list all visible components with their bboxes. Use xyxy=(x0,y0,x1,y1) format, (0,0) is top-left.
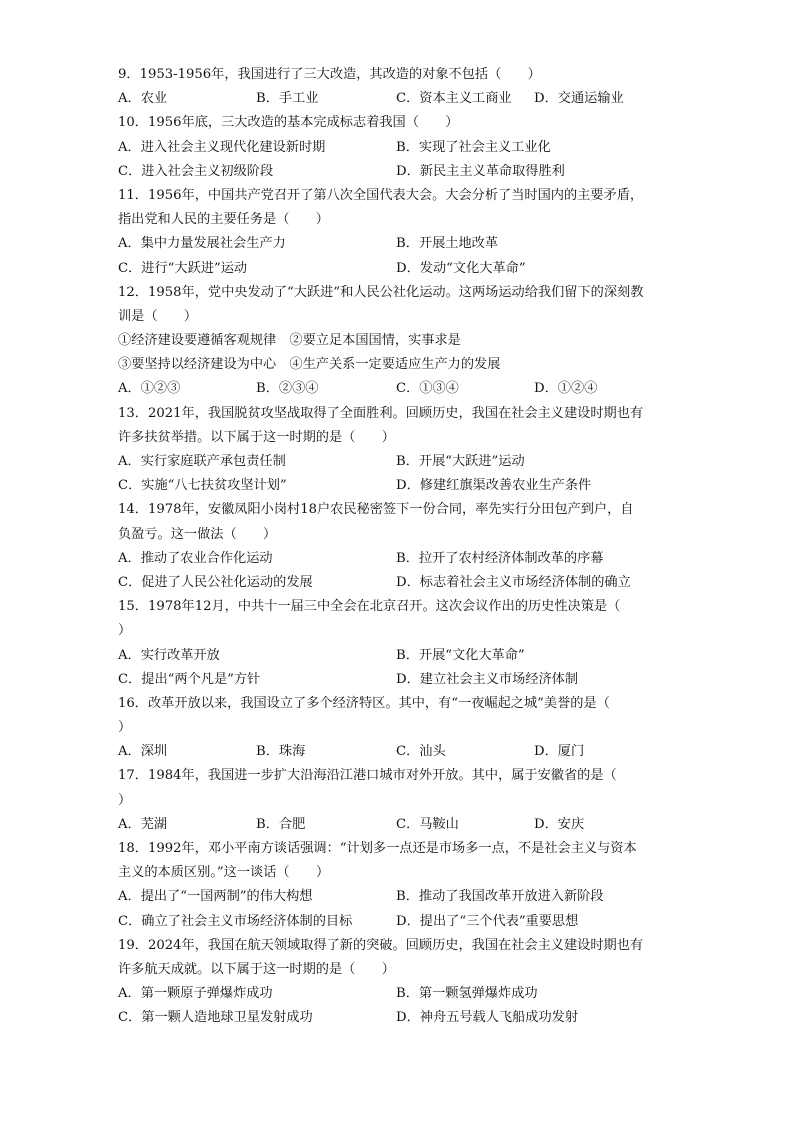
option-row xyxy=(118,136,678,160)
option-row xyxy=(118,982,678,1006)
question-stem-line: 负盈亏。这一做法（ ） xyxy=(118,526,277,542)
option-row xyxy=(118,644,678,668)
answer-option: A．第一颗原子弹爆炸成功 xyxy=(118,986,273,1002)
question-stem-line: 16．改革开放以来，我国设立了多个经济特区。其中，有“一夜崛起之城”美誉的是（ xyxy=(118,695,610,711)
question-block xyxy=(118,111,678,184)
option-row xyxy=(118,87,678,111)
question-stem-line: 许多扶贫举措。以下属于这一时期的是（ ） xyxy=(118,429,395,445)
question-stem-line: ） xyxy=(118,792,132,808)
answer-option: C．进行“大跃进”运动 xyxy=(118,260,248,276)
option-row xyxy=(118,740,678,764)
answer-option: D．安庆 xyxy=(534,816,585,832)
answer-option: B．合肥 xyxy=(256,816,306,832)
question-stem-line: 指出党和人民的主要任务是（ ） xyxy=(118,212,329,228)
question-block xyxy=(118,837,678,934)
answer-option: D．提出了“三个代表”重要思想 xyxy=(396,913,579,929)
question-block xyxy=(118,595,678,692)
option-row xyxy=(118,377,678,401)
option-row xyxy=(118,813,678,837)
answer-option: D．厦门 xyxy=(534,744,585,760)
answer-option: A．①②③ xyxy=(118,381,181,397)
option-row xyxy=(118,910,678,934)
answer-option: B．第一颗氢弹爆炸成功 xyxy=(396,986,538,1002)
exam-page xyxy=(118,63,678,1031)
option-row xyxy=(118,1006,678,1030)
answer-option: B．开展土地改革 xyxy=(396,236,499,252)
answer-option: A．芜湖 xyxy=(118,816,168,832)
answer-option: A．深圳 xyxy=(118,744,168,760)
question-block xyxy=(118,498,678,595)
question-stem-line: 11．1956年，中国共产党召开了第八次全国代表大会。大会分析了当时国内的主要矛盾， xyxy=(118,187,644,203)
answer-option: B．手工业 xyxy=(256,91,319,107)
question-stem-line: ） xyxy=(118,623,132,639)
question-block xyxy=(118,692,678,765)
option-row xyxy=(118,571,678,595)
option-row xyxy=(118,160,678,184)
option-row xyxy=(118,474,678,498)
answer-option: B．拉开了农村经济体制改革的序幕 xyxy=(396,550,604,566)
answer-option: B．②③④ xyxy=(256,381,319,397)
answer-option: B．开展“大跃进”运动 xyxy=(396,454,525,469)
question-block xyxy=(118,63,678,111)
question-stem-line: 许多航天成就。以下属于这一时期的是（ ） xyxy=(118,961,395,977)
answer-option: D．修建红旗渠改善农业生产条件 xyxy=(396,478,592,494)
question-block xyxy=(118,934,678,1031)
answer-option: C．进入社会主义初级阶段 xyxy=(118,163,274,179)
question-stem-line: 12．1958年，党中央发动了“大跃进”和人民公社化运动。这两场运动给我们留下的深刻教 xyxy=(118,284,644,300)
answer-option: C．确立了社会主义市场经济体制的目标 xyxy=(118,913,353,929)
question-block xyxy=(118,764,678,837)
answer-option: A．提出了“一国两制”的伟大构想 xyxy=(118,889,313,905)
question-block xyxy=(118,184,678,281)
question-stem-line: 13．2021年，我国脱贫攻坚战取得了全面胜利。回顾历史，我国在社会主义建设时期也有 xyxy=(118,405,644,421)
question-stem-line: 训是（ ） xyxy=(118,308,198,324)
answer-option: A．推动了农业合作化运动 xyxy=(118,550,273,566)
answer-option: D．发动“文化大革命” xyxy=(396,260,526,276)
answer-option: D．标志着社会主义市场经济体制的确立 xyxy=(396,574,631,590)
answer-option: A．农业 xyxy=(118,91,168,107)
option-row xyxy=(118,257,678,281)
question-stem-line: 10．1956年底，三大改造的基本完成标志着我国（ ） xyxy=(118,115,459,131)
answer-option: C．第一颗人造地球卫星发射成功 xyxy=(118,1010,313,1026)
question-stem-line: ） xyxy=(118,720,132,736)
option-row xyxy=(118,668,678,692)
question-stem-line: 9．1953-1956年，我国进行了三大改造，其改造的对象不包括（ ） xyxy=(118,67,541,82)
option-row xyxy=(118,232,678,256)
answer-option: C．促进了人民公社化运动的发展 xyxy=(118,574,313,590)
question-stem-line: 15．1978年12月，中共十一届三中全会在北京召开。这次会议作出的历史性决策是（ xyxy=(118,599,621,615)
question-stem-line: 18．1992年，邓小平南方谈话强调：“计划多一点还是市场多一点，不是社会主义与资本 xyxy=(118,841,637,856)
question-stem-line: 14．1978年，安徽凤阳小岗村18户农民秘密签下一份合同，率先实行分田包产到户，自 xyxy=(118,502,634,518)
answer-option: D．建立社会主义市场经济体制 xyxy=(396,671,579,687)
answer-option: D．新民主主义革命取得胜利 xyxy=(396,163,565,179)
answer-option: D．神舟五号载人飞船成功发射 xyxy=(396,1010,579,1026)
answer-option: C．马鞍山 xyxy=(396,816,459,832)
answer-option: D．①②④ xyxy=(534,381,598,397)
answer-option: C．实施“八七扶贫攻坚计划” xyxy=(118,478,287,494)
question-stem-line: ①经济建设要遵循客观规律 ②要立足本国国情，实事求是 xyxy=(118,333,461,349)
answer-option: A．实行改革开放 xyxy=(118,647,220,663)
option-row xyxy=(118,547,678,571)
question-block xyxy=(118,281,678,402)
answer-option: A．进入社会主义现代化建设新时期 xyxy=(118,139,326,155)
answer-option: C．①③④ xyxy=(396,381,459,397)
answer-option: A．集中力量发展社会生产力 xyxy=(118,236,286,252)
answer-option: A．实行家庭联产承包责任制 xyxy=(118,454,286,469)
question-block xyxy=(118,402,678,499)
answer-option: C．汕头 xyxy=(396,744,446,760)
question-stem-line: 主义的本质区别。”这一谈话（ ） xyxy=(118,865,330,881)
answer-option: B．实现了社会主义工业化 xyxy=(396,139,551,155)
question-stem-line: 17．1984年，我国进一步扩大沿海沿江港口城市对外开放。其中，属于安徽省的是（ xyxy=(118,768,617,784)
answer-option: B．珠海 xyxy=(256,744,306,760)
question-stem-line: ③要坚持以经济建设为中心 ④生产关系一定要适应生产力的发展 xyxy=(118,357,501,373)
answer-option: B．开展“文化大革命” xyxy=(396,647,525,663)
answer-option: C．提出“两个凡是”方针 xyxy=(118,671,261,687)
answer-option: C．资本主义工商业 xyxy=(396,91,512,107)
option-row xyxy=(118,450,678,474)
question-stem-line: 19．2024年，我国在航天领域取得了新的突破。回顾历史，我国在社会主义建设时期也有 xyxy=(118,937,644,953)
option-row xyxy=(118,885,678,909)
answer-option: B．推动了我国改革开放进入新阶段 xyxy=(396,889,604,905)
answer-option: D．交通运输业 xyxy=(534,91,624,107)
